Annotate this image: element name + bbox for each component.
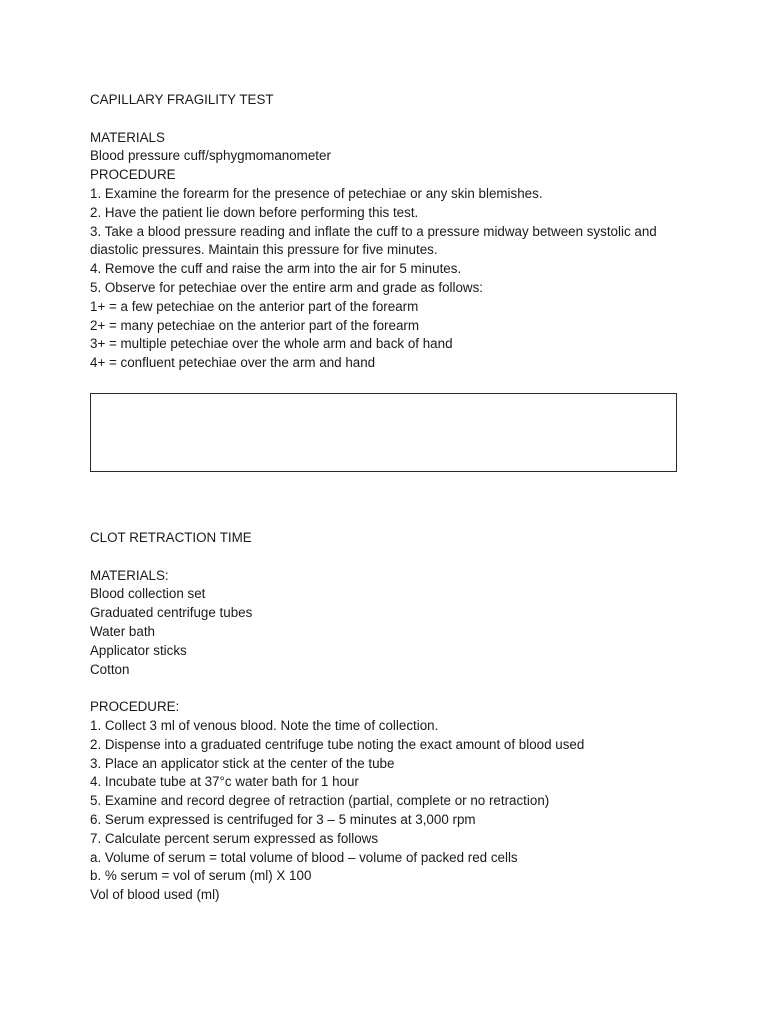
materials-item: Blood collection set <box>90 586 206 602</box>
procedure-step: 2. Have the patient lie down before performing this test. <box>90 204 419 220</box>
materials-item: Graduated centrifuge tubes <box>90 605 253 621</box>
procedure-step: 5. Observe for petechiae over the entire arm and grade as follows: <box>90 279 484 295</box>
spacer <box>90 110 690 129</box>
procedure-step: 4. Remove the cuff and raise the arm into the air for 5 minutes. <box>90 261 462 277</box>
grade-line: 3+ = multiple petechiae over the whole arm and back of hand <box>90 336 453 352</box>
section-title: CLOT RETRACTION TIME <box>90 530 252 545</box>
materials-item: Blood pressure cuff/sphygmomanometer <box>90 148 331 164</box>
section-title: CAPILLARY FRAGILITY TEST <box>90 92 274 107</box>
procedure-step: 6. Serum expressed is centrifuged for 3 – 5 minutes at 3,000 rpm <box>90 811 476 827</box>
clot-retraction-section <box>90 529 690 905</box>
grade-line: 2+ = many petechiae on the anterior part of the forearm <box>90 317 420 333</box>
grade-line: 1+ = a few petechiae on the anterior part of the forearm <box>90 298 419 314</box>
procedure-step: 1. Collect 3 ml of venous blood. Note the time of collection. <box>90 717 439 733</box>
procedure-heading: PROCEDURE: <box>90 699 180 715</box>
procedure-step: 3. Take a blood pressure reading and inflate the cuff to a pressure midway between systolic and <box>90 223 657 239</box>
procedure-step: 5. Examine and record degree of retraction (partial, complete or no retraction) <box>90 793 550 809</box>
procedure-heading: PROCEDURE <box>90 167 176 183</box>
spacer <box>90 679 690 698</box>
empty-answer-box <box>90 393 677 472</box>
procedure-step: 4. Incubate tube at 37°c water bath for 1 hour <box>90 774 359 790</box>
materials-heading: MATERIALS <box>90 129 165 145</box>
materials-item: Cotton <box>90 661 130 677</box>
formula-line: a. Volume of serum = total volume of blood – volume of packed red cells <box>90 849 518 865</box>
spacer <box>90 548 690 567</box>
formula-line: b. % serum = vol of serum (ml) X 100 <box>90 868 312 884</box>
grade-line: 4+ = confluent petechiae over the arm and hand <box>90 355 376 371</box>
materials-item: Water bath <box>90 623 155 639</box>
procedure-step: 7. Calculate percent serum expressed as follows <box>90 830 379 846</box>
formula-line: Vol of blood used (ml) <box>90 887 220 903</box>
procedure-step: diastolic pressures. Maintain this pressure for five minutes. <box>90 242 438 258</box>
capillary-fragility-section <box>90 91 690 373</box>
procedure-step: 2. Dispense into a graduated centrifuge tube noting the exact amount of blood used <box>90 736 585 752</box>
materials-heading: MATERIALS: <box>90 567 169 583</box>
procedure-step: 1. Examine the forearm for the presence of petechiae or any skin blemishes. <box>90 185 543 201</box>
materials-item: Applicator sticks <box>90 642 187 658</box>
procedure-step: 3. Place an applicator stick at the center of the tube <box>90 755 395 771</box>
